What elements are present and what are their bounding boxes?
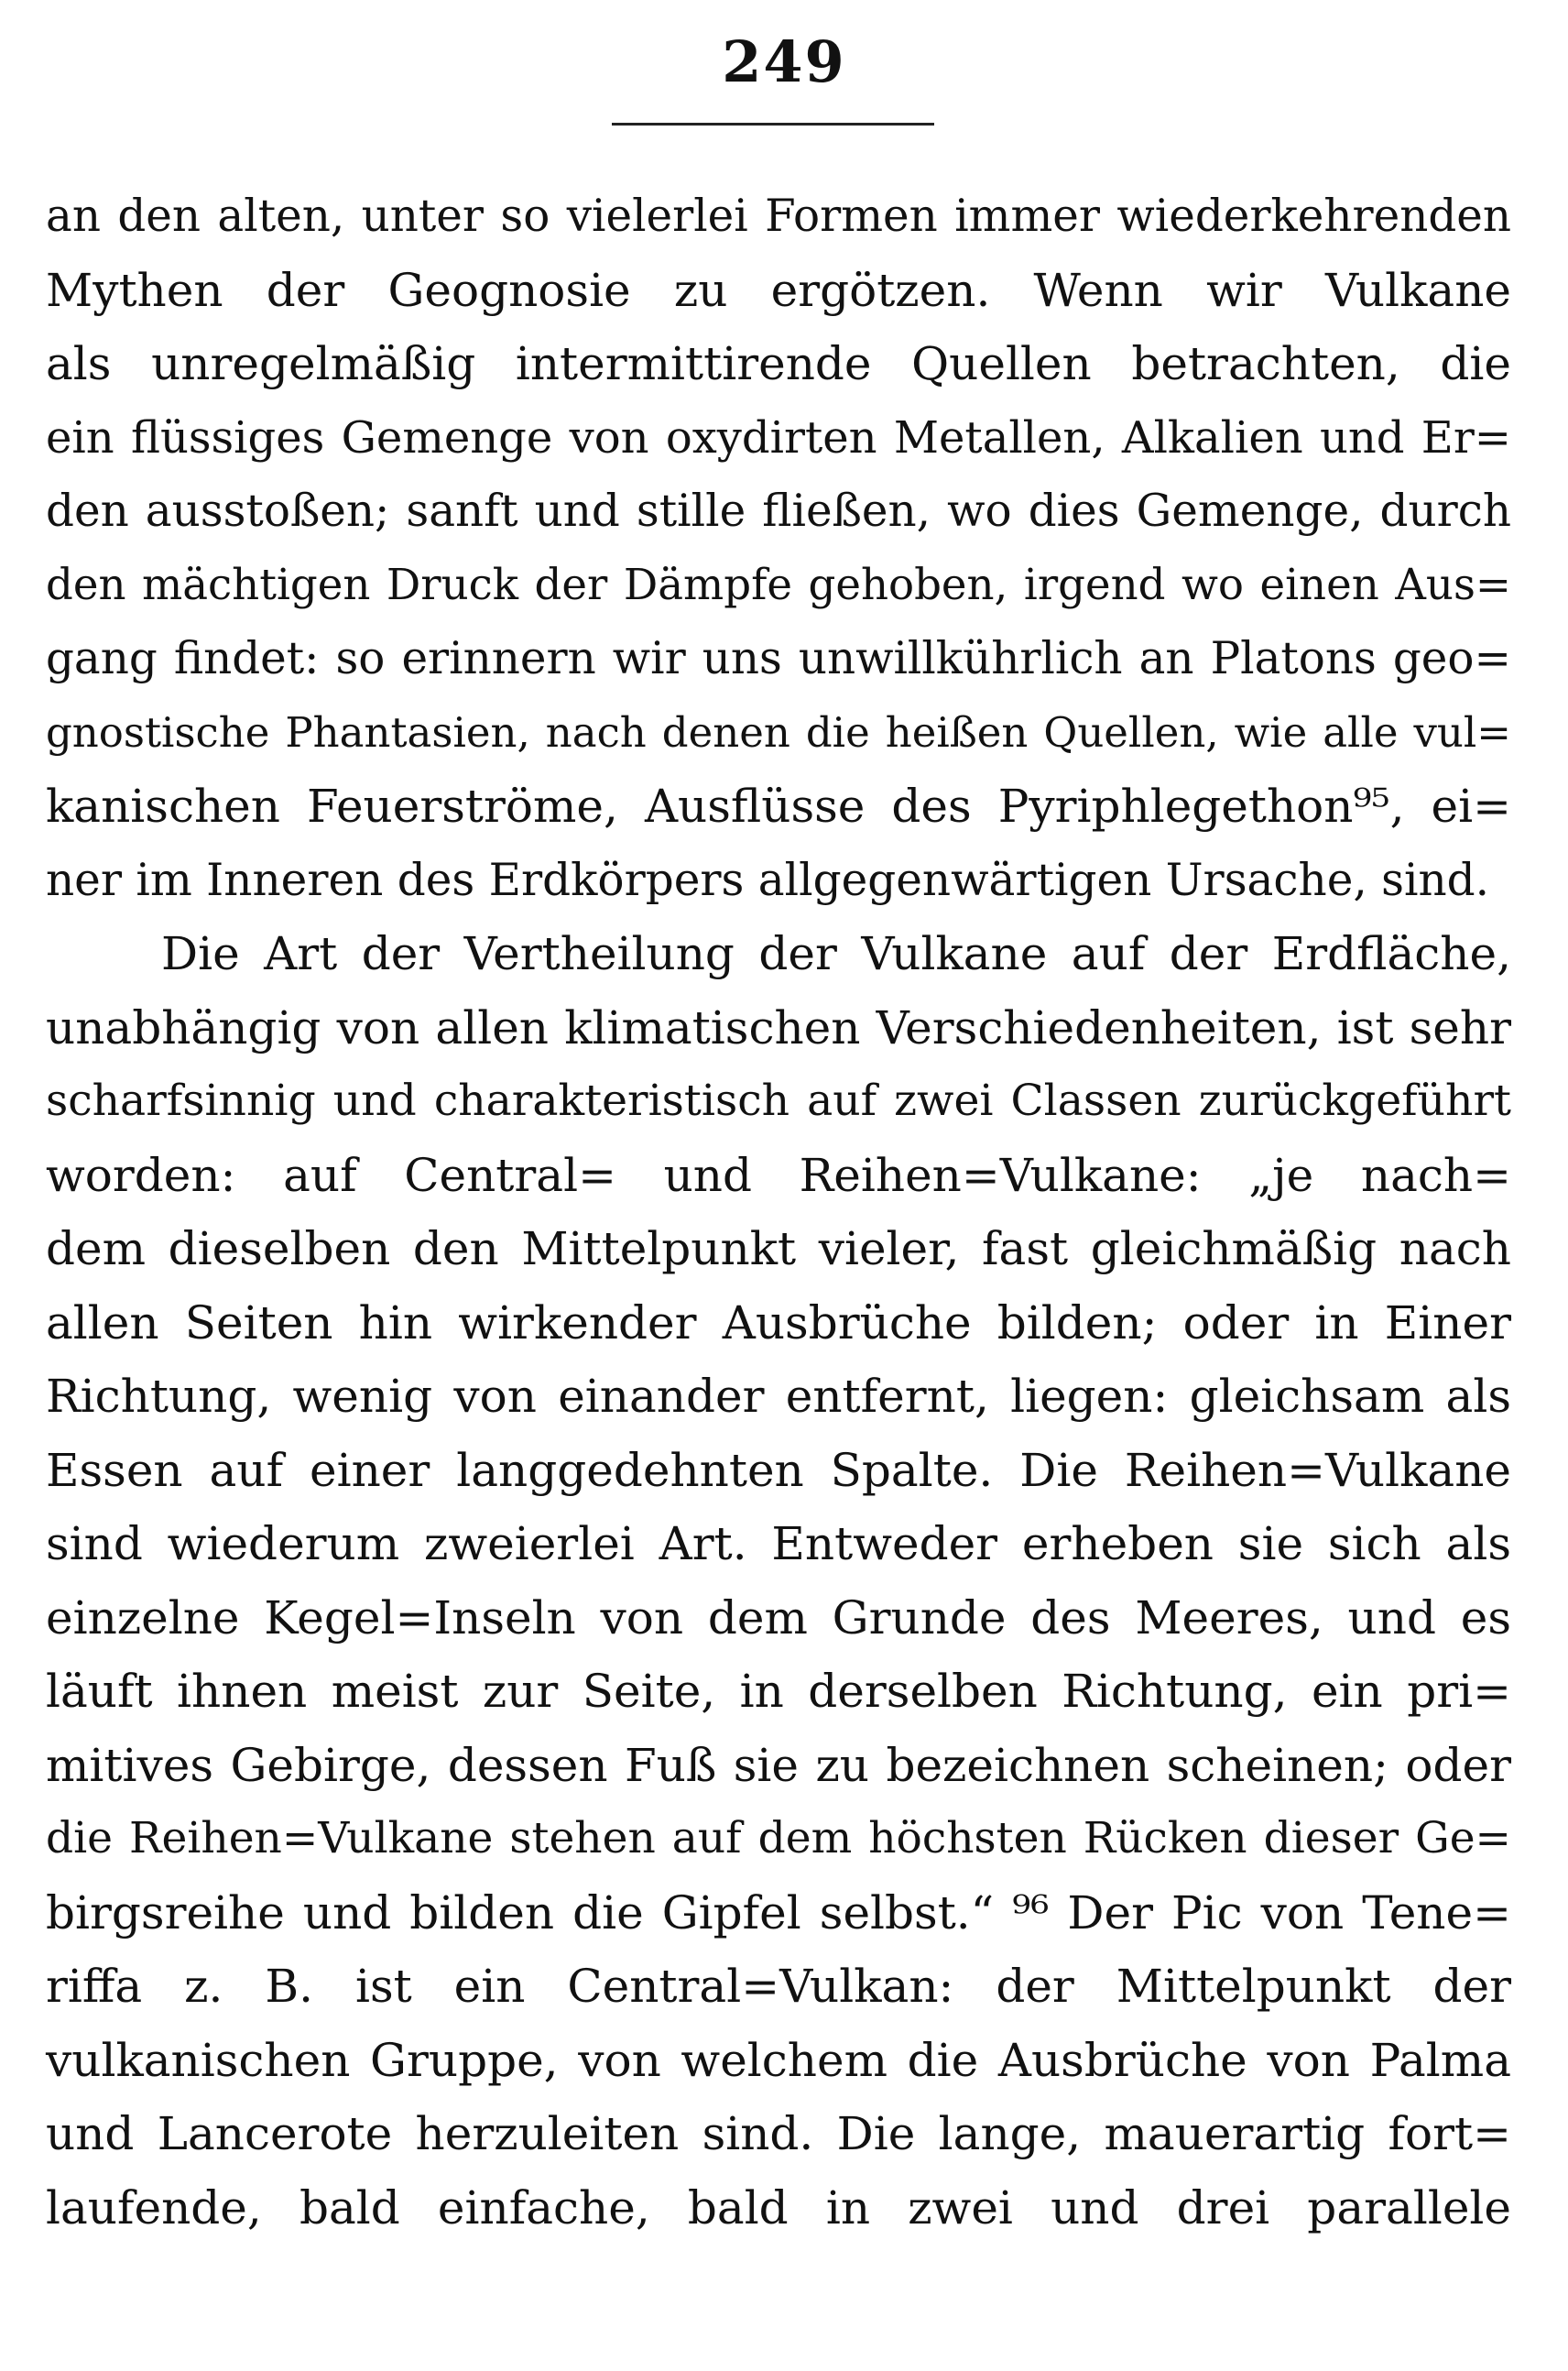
text-line: und Lancerote herzuleiten sind. Die lange, mauerartig fort= bbox=[46, 2107, 1511, 2160]
text-line: Die Art der Vertheilung der Vulkane auf der Erdfläche, bbox=[161, 927, 1511, 980]
paragraph-1 bbox=[46, 180, 1511, 917]
text-line: sind wiederum zweierlei Art. Entweder erheben sie sich als bbox=[46, 1517, 1511, 1570]
text-line: Richtung, wenig von einander entfernt, liegen: gleichsam als bbox=[46, 1370, 1511, 1423]
text-line: laufende, bald einfache, bald in zwei und drei parallele bbox=[46, 2180, 1511, 2234]
text-line: worden: auf Central= und Reihen=Vulkane: „je nach= bbox=[46, 1148, 1511, 1202]
text-line: Essen auf einer langgedehnten Spalte. Die Reihen=Vulkane bbox=[46, 1443, 1511, 1497]
text-line: die Reihen=Vulkane stehen auf dem höchsten Rücken dieser Ge= bbox=[46, 1813, 1511, 1863]
header-rule bbox=[612, 123, 934, 126]
text-line: den mächtigen Druck der Dämpfe gehoben, irgend wo einen Aus= bbox=[46, 560, 1511, 610]
text-line: vulkanischen Gruppe, von welchem die Ausbrüche von Palma bbox=[46, 2033, 1511, 2087]
text-line: birgsreihe und bilden die Gipfel selbst.“ ⁹⁶ Der Pic von Tene= bbox=[46, 1885, 1511, 1939]
text-line: ein flüssiges Gemenge von oxydirten Metallen, Alkalien und Er= bbox=[46, 411, 1511, 464]
text-line: läuft ihnen meist zur Seite, in derselben Richtung, ein pri= bbox=[46, 1665, 1511, 1718]
text-line: an den alten, unter so vielerlei Formen immer wiederkehrenden bbox=[46, 191, 1511, 242]
body-text bbox=[46, 180, 1511, 2245]
text-line: allen Seiten hin wirkender Ausbrüche bilden; oder in Einer bbox=[46, 1295, 1511, 1349]
text-line: scharfsinnig und charakteristisch auf zwei Classen zurückgeführt bbox=[46, 1076, 1511, 1126]
text-line: einzelne Kegel=Inseln von dem Grunde des Meeres, und es bbox=[46, 1590, 1511, 1644]
text-line: dem dieselben den Mittelpunkt vieler, fast gleichmäßig nach bbox=[46, 1222, 1511, 1275]
text-line: als unregelmäßig intermittirende Quellen betrachten, die bbox=[46, 337, 1511, 390]
page-number: 249 bbox=[722, 28, 846, 95]
paragraph-2 bbox=[46, 917, 1511, 2245]
text-line: unabhängig von allen klimatischen Verschiedenheiten, ist sehr bbox=[46, 1000, 1511, 1054]
text-line: gang findet: so erinnern wir uns unwillkührlich an Platons geo= bbox=[46, 633, 1511, 684]
text-line: kanischen Feuerströme, Ausflüsse des Pyriphlegethon⁹⁵, ei= bbox=[46, 780, 1511, 833]
text-line: den ausstoßen; sanft und stille fließen, wo dies Gemenge, durch bbox=[46, 486, 1511, 537]
text-line: gnostische Phantasien, nach denen die heißen Quellen, wie alle vul= bbox=[46, 707, 1511, 757]
text-line: riffa z. B. ist ein Central=Vulkan: der Mittelpunkt der bbox=[46, 1960, 1511, 2013]
text-line: Mythen der Geognosie zu ergötzen. Wenn wir Vulkane bbox=[46, 263, 1511, 317]
text-line: ner im Inneren des Erdkörpers allgegenwärtigen Ursache, sind. bbox=[46, 854, 1490, 906]
text-line: mitives Gebirge, dessen Fuß sie zu bezeichnen scheinen; oder bbox=[46, 1738, 1511, 1792]
